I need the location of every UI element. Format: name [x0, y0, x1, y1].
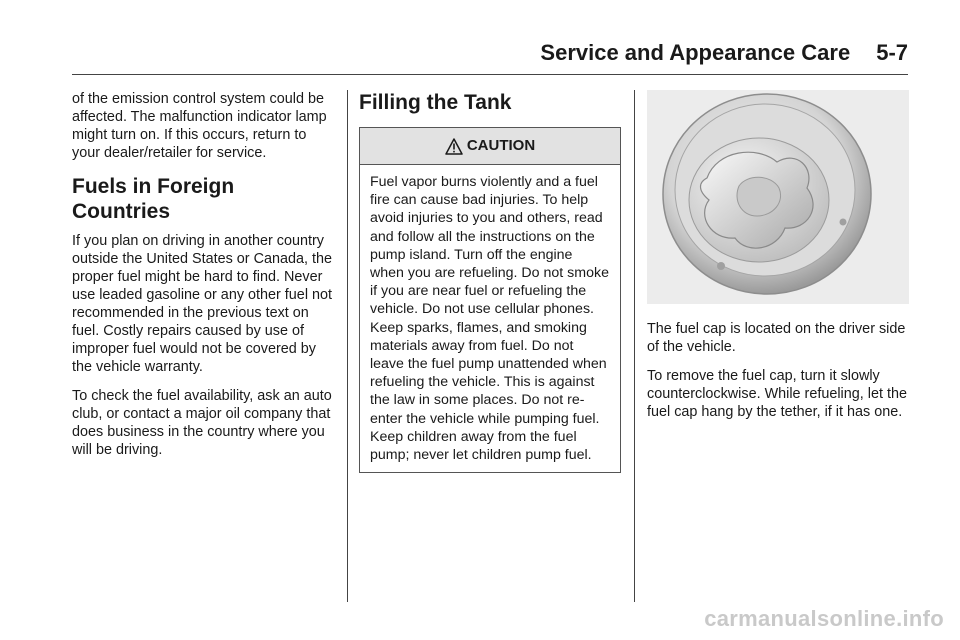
heading-filling-tank: Filling the Tank	[359, 91, 512, 114]
heading-fuels-foreign: Fuels in Foreign Countries	[72, 175, 235, 223]
fuel-cap-photo-icon	[647, 90, 909, 304]
page-header	[0, 36, 908, 70]
caution-box	[359, 127, 621, 473]
paragraph-foreign-fuel: If you plan on driving in another country outside the United States or Canada, the proper fuel might be hard to find. Never use leaded gasoline or any other fuel not recommended in the previous text on fuel. Costly repairs caused by use of improper fuel would not be covered by the vehicle warranty.	[72, 233, 333, 375]
caution-header	[360, 128, 620, 165]
paragraph-remove-fuel-cap: To remove the fuel cap, turn it slowly counterclockwise. While refueling, let the fuel cap hang by the tether, if it has one.	[647, 368, 907, 420]
column-divider-1	[347, 90, 348, 602]
header-rule	[72, 74, 908, 75]
page-number: 5-7	[876, 40, 908, 65]
paragraph-fuel-cap-location: The fuel cap is located on the driver side of the vehicle.	[647, 321, 906, 355]
section-title: Service and Appearance Care	[540, 40, 851, 65]
column-divider-2	[634, 90, 635, 602]
warning-icon	[445, 138, 463, 155]
paragraph-fuel-availability: To check the fuel availability, ask an auto club, or contact a major oil company that does business in the country where you will be driving.	[72, 388, 332, 458]
column-1	[72, 90, 337, 470]
column-2	[359, 90, 621, 473]
paragraph-emission: of the emission control system could be affected. The malfunction indicator lamp might turn on. If this occurs, return to your dealer/retailer for service.	[72, 91, 327, 161]
caution-label: CAUTION	[466, 136, 536, 154]
watermark: carmanualsonline.info	[704, 606, 944, 631]
caution-text: Fuel vapor burns violently and a fuel fire can cause bad injuries. To help avoid injuries to you and others, read and follow all the instructions on the pump island. Turn off the engine when you are refueling. Do not smoke if you are near fuel or refueling the vehicle. Do not use cellular phones. Keep sparks, flames, and smoking materials away from fuel. Do not leave the fuel pump unattended when refueling the vehicle. This is against the law in some places. Do not re-enter the vehicle while pumping fuel. Keep children away from the fuel pump; never let children pump fuel.	[370, 174, 609, 464]
column-3	[647, 90, 909, 432]
